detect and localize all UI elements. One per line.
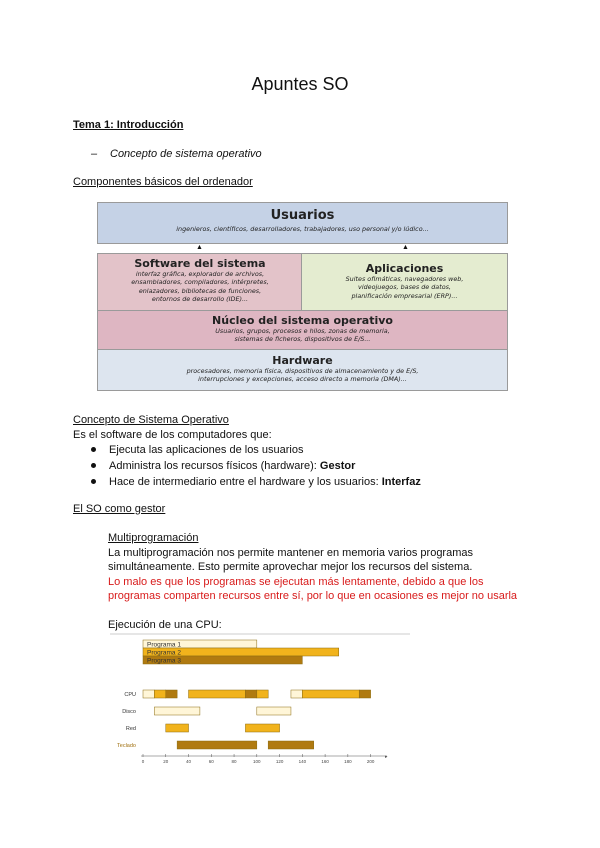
software-layer — [97, 253, 303, 311]
componentes-heading: Componentes básicos del ordenador — [73, 176, 253, 188]
software-title: Software del sistema — [134, 257, 266, 270]
x-tick-label: 100 — [253, 759, 261, 763]
list-item: Ejecuta las aplicaciones de los usuarios — [91, 443, 421, 457]
cpu-heading: Ejecución de una CPU: — [108, 619, 222, 631]
dash-item-text: Concepto de sistema operativo — [110, 148, 262, 160]
gantt-bar — [166, 690, 177, 698]
aplicaciones-line: planificación empresarial (ERP)... — [351, 291, 458, 300]
software-line: ensambladores, compiladores, intérpretes, — [131, 278, 269, 287]
bullet-icon — [91, 447, 96, 452]
row-label: CPU — [124, 692, 136, 698]
x-tick-label: 80 — [231, 759, 237, 763]
nucleo-layer — [97, 310, 508, 350]
bullet-icon — [91, 479, 96, 484]
multi-paragraph-line: La multiprogramación nos permite mantener en memoria varios programas — [108, 547, 473, 559]
gantt-bar — [245, 724, 279, 732]
row-label: Disco — [122, 709, 136, 715]
aplicaciones-line: Suites ofimáticas, navegadores web, — [345, 275, 464, 283]
gantt-bar — [302, 690, 359, 698]
gantt-bar — [257, 690, 268, 698]
os-layers-diagram — [97, 202, 508, 391]
x-tick-label: 140 — [298, 759, 307, 763]
nucleo-line: sistemas de ficheros, dispositivos de E/S... — [234, 335, 371, 344]
nucleo-line: Usuarios, grupos, procesos e hilos, zonas de memoria, — [215, 327, 390, 335]
software-line: enlazadores, bibliotecas de funciones, — [138, 286, 262, 295]
gestor-heading: El SO como gestor — [73, 503, 166, 515]
gantt-bar — [143, 690, 154, 698]
multi-warning-line: programas comparten recursos entre sí, por lo que en ocasiones es mejor no usarla — [108, 590, 518, 602]
usuarios-sub: ingenieros, científicos, desarrolladores, trabajadores, uso personal y/o lúdico... — [176, 225, 429, 233]
multi-paragraph-line: simultáneamente. Esto permite aprovechar mejor los recursos del sistema. — [108, 561, 473, 573]
list-item: Hace de intermediario entre el hardware y los usuarios: Interfaz — [91, 475, 421, 489]
dash-item-marker: – — [91, 148, 98, 160]
gantt-bar — [154, 707, 200, 715]
axis-arrow-icon: ▸ — [385, 754, 388, 760]
usuarios-layer — [97, 202, 508, 244]
x-tick-label: 20 — [163, 759, 169, 763]
legend-label: Programa 3 — [147, 657, 181, 665]
aplicaciones-title: Aplicaciones — [365, 262, 444, 275]
row-label: Red — [125, 726, 136, 732]
hardware-line: interrupciones y excepciones, acceso directo a memoria (DMA)... — [198, 375, 407, 384]
multi-warning-line: Lo malo es que los programas se ejecutan más lentamente, debido a que los — [108, 576, 484, 588]
multiprogramacion-heading: Multiprogramación — [108, 532, 199, 544]
x-tick-label: 180 — [344, 759, 352, 763]
cpu-execution-chart — [110, 633, 410, 763]
legend-label: Programa 1 — [147, 641, 181, 649]
x-tick-label: 0 — [141, 759, 145, 763]
aplicaciones-layer — [301, 253, 508, 311]
x-tick-label: 60 — [208, 759, 214, 763]
x-tick-label: 40 — [186, 759, 192, 763]
software-line: entornos de desarrollo (IDE)... — [151, 295, 249, 304]
usuarios-title: Usuarios — [270, 208, 335, 223]
bullet-icon — [91, 463, 96, 468]
x-tick-label: 120 — [275, 759, 284, 763]
gantt-bar — [177, 741, 257, 749]
gantt-bar — [166, 724, 189, 732]
gantt-bar — [359, 690, 370, 698]
arrow-up-icon: ▲ — [196, 244, 203, 251]
software-line: interfaz gráfica, explorador de archivos, — [135, 270, 265, 278]
nucleo-title: Núcleo del sistema operativo — [212, 314, 393, 327]
list-item: Administra los recursos físicos (hardware): Gestor — [91, 459, 421, 473]
concepto-intro: Es el software de los computadores que: — [73, 429, 272, 441]
hardware-title: Hardware — [272, 354, 333, 367]
gantt-bar — [154, 690, 165, 698]
concepto-list — [91, 443, 421, 489]
x-tick-label: 200 — [366, 759, 375, 763]
aplicaciones-line: videojuegos, bases de datos, — [358, 283, 451, 292]
row-label: Teclado — [117, 743, 136, 749]
gantt-bar — [245, 690, 256, 698]
gantt-bar — [268, 741, 314, 749]
hardware-line: procesadores, memoria física, dispositivos de almacenamiento y de E/S, — [186, 367, 419, 375]
gantt-bar — [257, 707, 291, 715]
hardware-layer — [97, 349, 508, 391]
gantt-bar — [291, 690, 302, 698]
page-title: Apuntes SO — [251, 74, 349, 94]
concepto-heading: Concepto de Sistema Operativo — [73, 414, 229, 426]
gantt-bar — [189, 690, 246, 698]
legend-label: Programa 2 — [147, 649, 181, 657]
tema-heading: Tema 1: Introducción — [73, 119, 184, 131]
x-tick-label: 160 — [321, 759, 329, 763]
arrow-up-icon: ▲ — [402, 244, 409, 251]
